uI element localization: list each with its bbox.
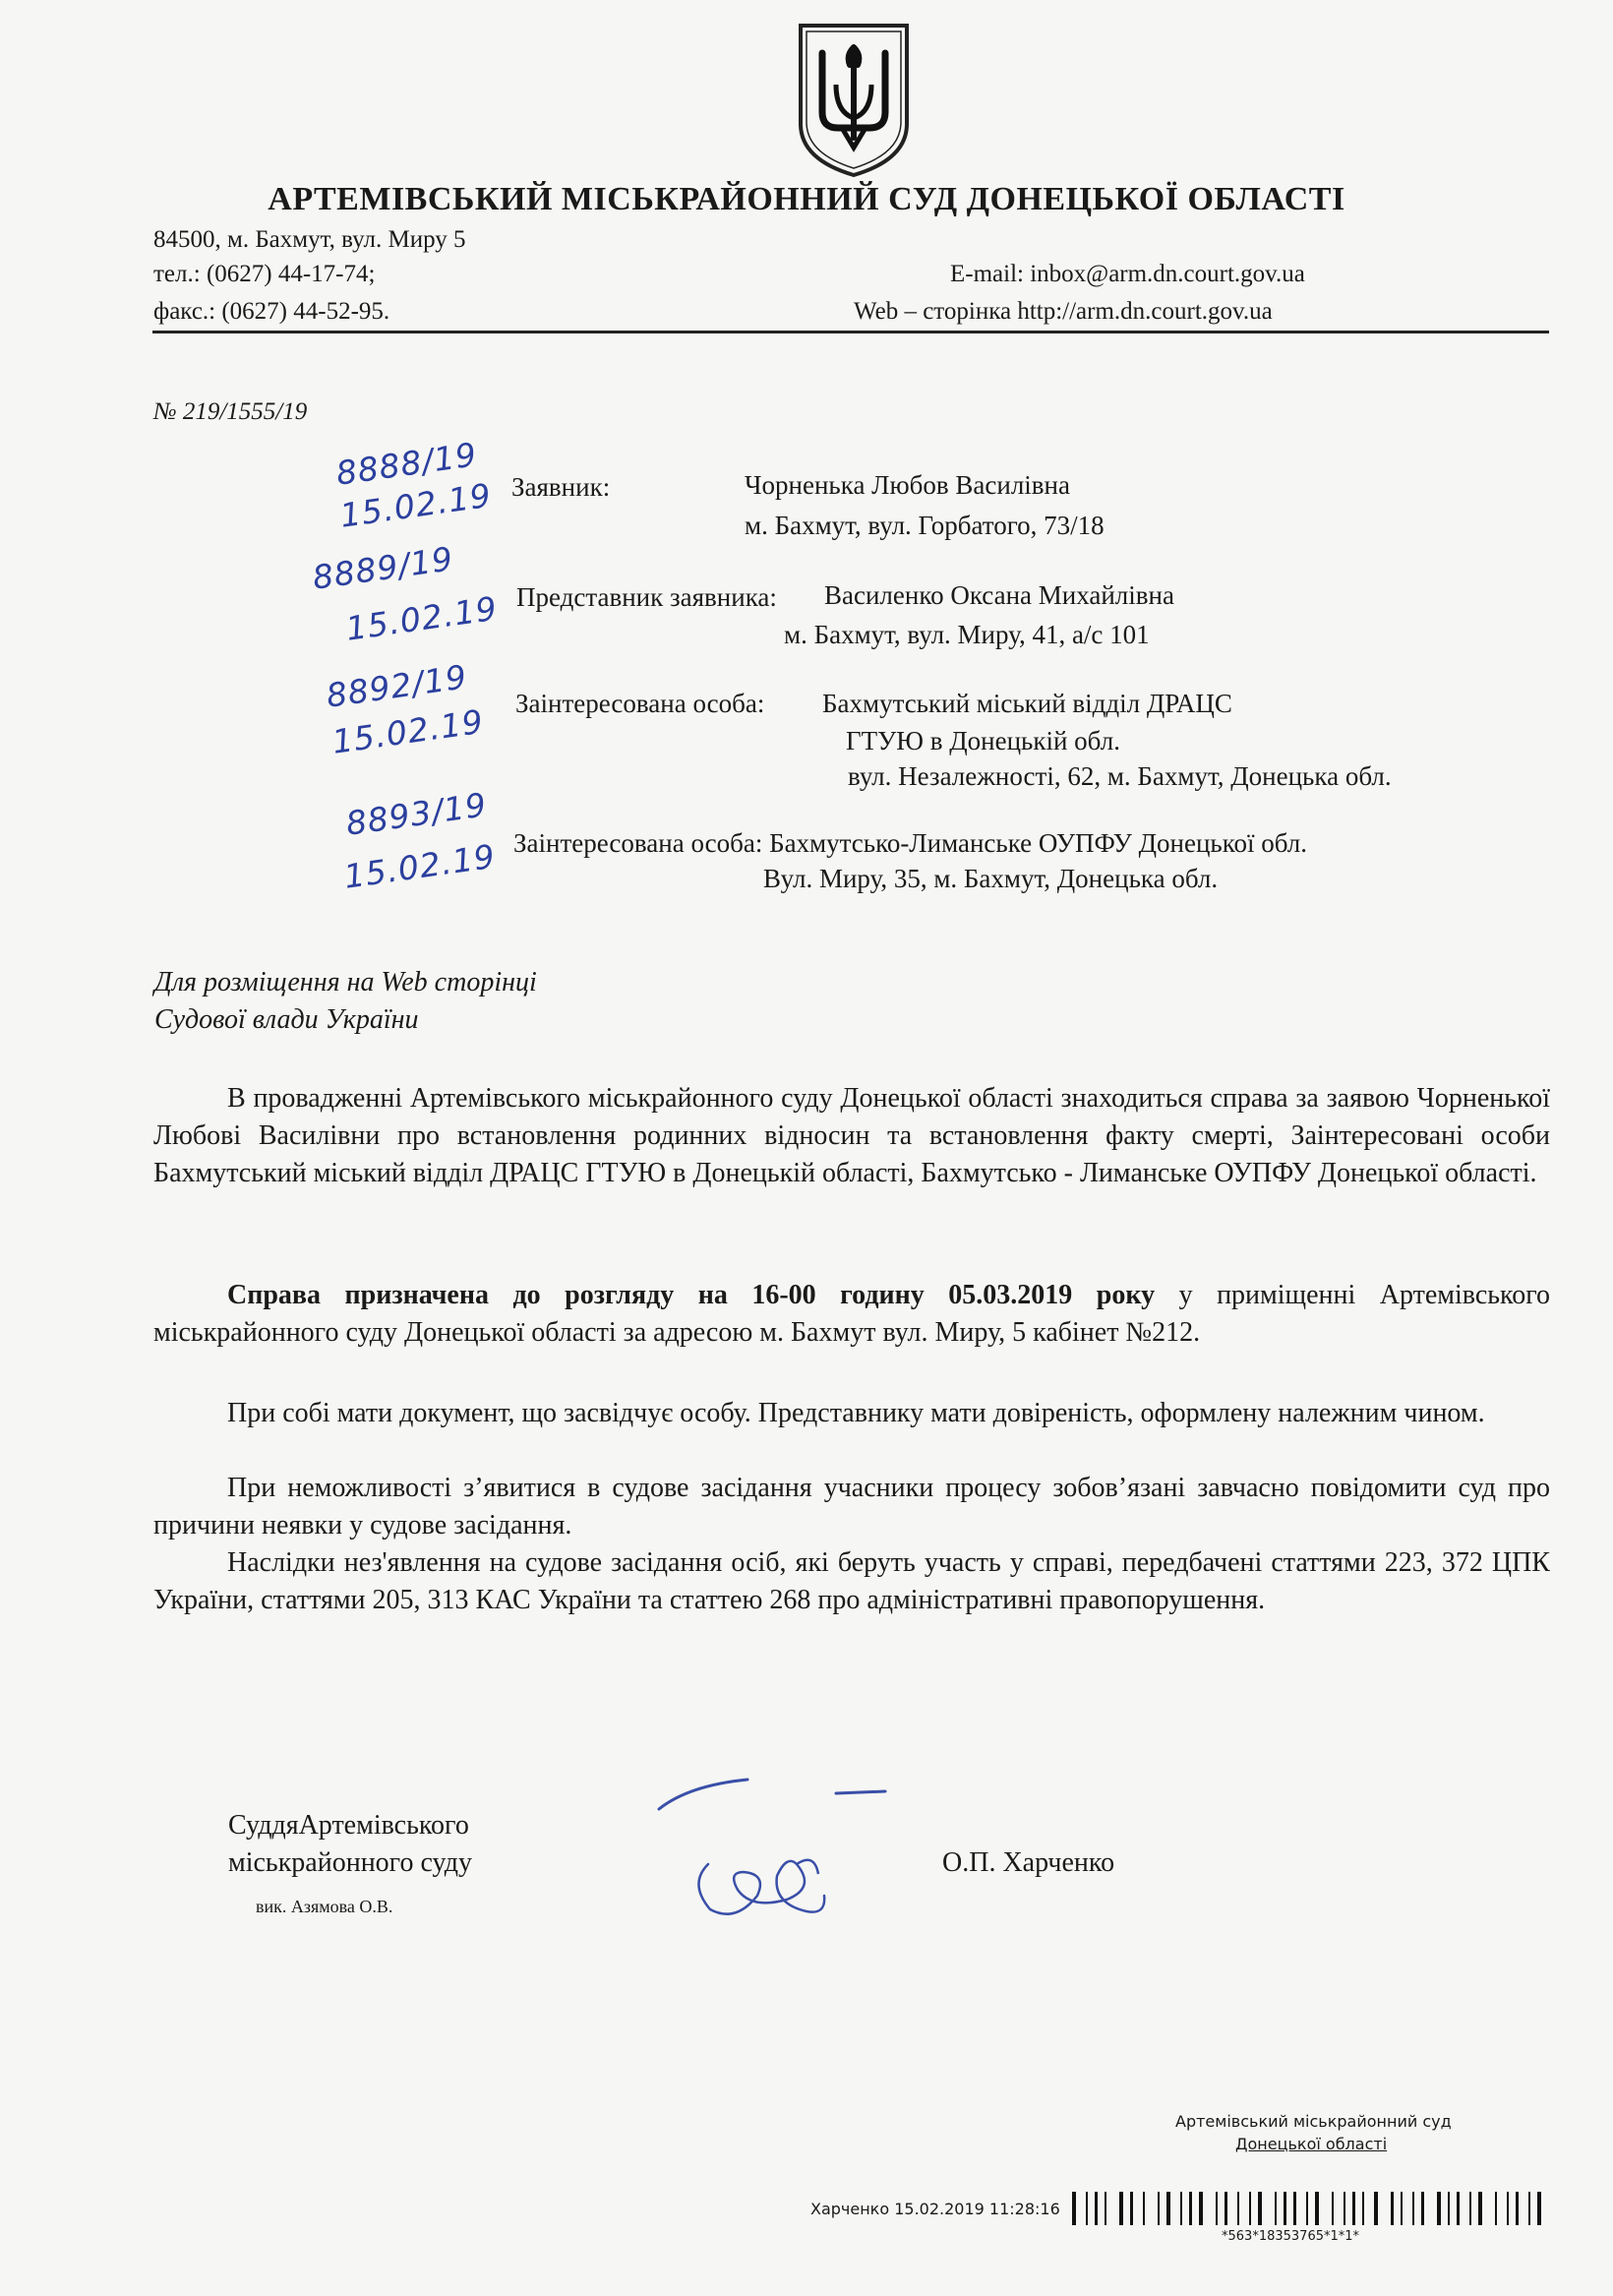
- handwritten-reg-date: 15.02.19: [337, 475, 495, 535]
- barcode-bar: [1332, 2192, 1334, 2225]
- hearing-paragraph: [153, 1277, 1550, 1352]
- handwritten-reg-number: 8889/19: [310, 539, 456, 597]
- trident-coat-of-arms-icon: [793, 22, 915, 179]
- court-fax: факс.: (0627) 44-52-95.: [153, 298, 390, 325]
- handwritten-reg-date: 15.02.19: [329, 701, 487, 761]
- barcode-bar: [1237, 2192, 1239, 2225]
- barcode-bar: [1391, 2192, 1394, 2225]
- document-barcode: [1072, 2192, 1552, 2231]
- interested-party-2-address: Вул. Миру, 35, м. Бахмут, Донецька обл.: [763, 864, 1219, 893]
- barcode-bar: [1352, 2192, 1355, 2225]
- barcode-bar: [1457, 2192, 1460, 2225]
- barcode-bar: [1374, 2192, 1378, 2225]
- body-paragraph: В провадженні Артемівського міськрайонного суду Донецької області знаходиться справа за заявою Чорненької Любові Василівни про встановлення родинних відносин та встановлення факту смерті, Заінтересовані особи Бахмутський міський відділ ДРАЦС ГТУЮ в Донецькій області, Бахмутсько - Лиманське ОУПФУ Донецької області.: [153, 1083, 1550, 1188]
- applicant-name: Чорненька Любов Василівна: [745, 470, 1070, 500]
- court-phone: тел.: (0627) 44-17-74;: [153, 261, 376, 287]
- barcode-bar: [1507, 2192, 1509, 2225]
- barcode-code: *563*18353765*1*1*: [1222, 2229, 1360, 2244]
- barcode-bar: [1401, 2192, 1403, 2225]
- barcode-bar: [1130, 2192, 1133, 2225]
- barcode-bar: [1105, 2192, 1106, 2225]
- handwritten-reg-number: 8892/19: [324, 657, 470, 715]
- body-paragraph: При собі мати документ, що засвідчує особу. Представнику мати довіреність, оформлену належним чином.: [227, 1398, 1485, 1428]
- interested-party-name: ГТУЮ в Донецькій обл.: [846, 726, 1120, 755]
- hearing-location: у приміщенні Артемівського міськрайонного суду Донецької області за адресою м. Бахмут вул. Миру, 5 кабінет №212.: [153, 1280, 1550, 1348]
- web-publication-note: Судової влади України: [154, 1004, 419, 1035]
- court-website: Web – сторінка http://arm.dn.court.gov.ua: [854, 298, 1273, 325]
- interested-party-address: вул. Незалежності, 62, м. Бахмут, Донецька обл.: [848, 761, 1392, 791]
- barcode-bar: [1284, 2192, 1286, 2225]
- barcode-bar: [1344, 2192, 1345, 2225]
- court-address: 84500, м. Бахмут, вул. Миру 5: [153, 226, 466, 253]
- document-number: № 219/1555/19: [153, 398, 308, 425]
- barcode-bar: [1315, 2192, 1319, 2225]
- handwritten-reg-date: 15.02.19: [341, 836, 499, 896]
- barcode-bar: [1528, 2192, 1530, 2225]
- barcode-bar: [1249, 2192, 1251, 2225]
- barcode-bar: [1189, 2192, 1192, 2225]
- judge-name: О.П. Харченко: [942, 1847, 1115, 1878]
- barcode-bar: [1275, 2192, 1277, 2225]
- barcode-bar: [1258, 2192, 1262, 2225]
- barcode-bar: [1158, 2192, 1160, 2225]
- hearing-date-bold: Справа призначена до розгляду на 16-00 годину 05.03.2019 року: [227, 1280, 1156, 1310]
- representative-label: Представник заявника:: [516, 582, 777, 612]
- interested-party-2: Заінтересована особа: Бахмутсько-Лиманське ОУПФУ Донецької обл.: [513, 828, 1308, 858]
- barcode-bar: [1293, 2192, 1296, 2225]
- handwritten-reg-date: 15.02.19: [343, 588, 501, 648]
- header-divider: [152, 331, 1549, 333]
- barcode-bar: [1516, 2192, 1519, 2225]
- barcode-bar: [1095, 2192, 1098, 2225]
- barcode-bar: [1086, 2192, 1088, 2225]
- barcode-bar: [1306, 2192, 1308, 2225]
- barcode-bar: [1437, 2192, 1441, 2225]
- barcode-bar: [1362, 2192, 1364, 2225]
- barcode-bar: [1448, 2192, 1450, 2225]
- representative-address: м. Бахмут, вул. Миру, 41, а/с 101: [784, 620, 1150, 649]
- applicant-label: Заявник:: [511, 472, 611, 502]
- judge-title: міськрайонного суду: [228, 1847, 473, 1878]
- barcode-bar: [1478, 2192, 1482, 2225]
- barcode-bar: [1166, 2192, 1170, 2225]
- barcode-bar: [1216, 2192, 1218, 2225]
- court-email: E-mail: inbox@arm.dn.court.gov.ua: [950, 261, 1305, 287]
- representative-name: Василенко Оксана Михайлівна: [824, 580, 1174, 610]
- judge-title: СуддяАртемівського: [228, 1810, 469, 1841]
- barcode-bar: [1225, 2192, 1227, 2225]
- body-paragraph: Наслідки нез'явлення на судове засідання осіб, які беруть участь у справі, передбачені статтями 223, 372 ЦПК України, статтями 205, 313 КАС України та статтею 268 про адміністративні правопорушення.: [153, 1547, 1550, 1615]
- barcode-bar: [1421, 2192, 1424, 2225]
- interested-party-label: Заінтересована особа:: [515, 689, 765, 718]
- interested-party-name: Бахмутський міський відділ ДРАЦС: [822, 689, 1232, 718]
- barcode-bar: [1495, 2192, 1497, 2225]
- barcode-bar: [1119, 2192, 1123, 2225]
- executor-note: вик. Азямова О.В.: [256, 1897, 393, 1916]
- applicant-address: м. Бахмут, вул. Горбатого, 73/18: [745, 511, 1105, 540]
- handwritten-reg-number: 8888/19: [333, 435, 480, 493]
- body-paragraph: При неможливості з’явитися в судове засідання учасники процесу зобов’язані завчасно повідомити суд про причини неявки у судове засідання.: [153, 1473, 1550, 1541]
- web-publication-note: Для розміщення на Web сторінці: [154, 967, 537, 997]
- stamp-court-name: Артемівський міськрайонний суд: [1175, 2112, 1452, 2131]
- registration-stamp: Харченко 15.02.2019 11:28:16: [810, 2200, 1060, 2218]
- barcode-bar: [1072, 2192, 1076, 2225]
- barcode-bar: [1412, 2192, 1414, 2225]
- handwritten-reg-number: 8893/19: [343, 785, 490, 843]
- barcode-bar: [1537, 2192, 1541, 2225]
- handwritten-signature: [649, 1766, 925, 1943]
- barcode-bar: [1199, 2192, 1203, 2225]
- court-name: АРТЕМІВСЬКИЙ МІСЬКРАЙОННИЙ СУД ДОНЕЦЬКОЇ ОБЛАСТІ: [268, 181, 1345, 217]
- barcode-bar: [1143, 2192, 1145, 2225]
- barcode-bar: [1469, 2192, 1471, 2225]
- barcode-bar: [1180, 2192, 1182, 2225]
- stamp-court-region: Донецької області: [1235, 2135, 1388, 2153]
